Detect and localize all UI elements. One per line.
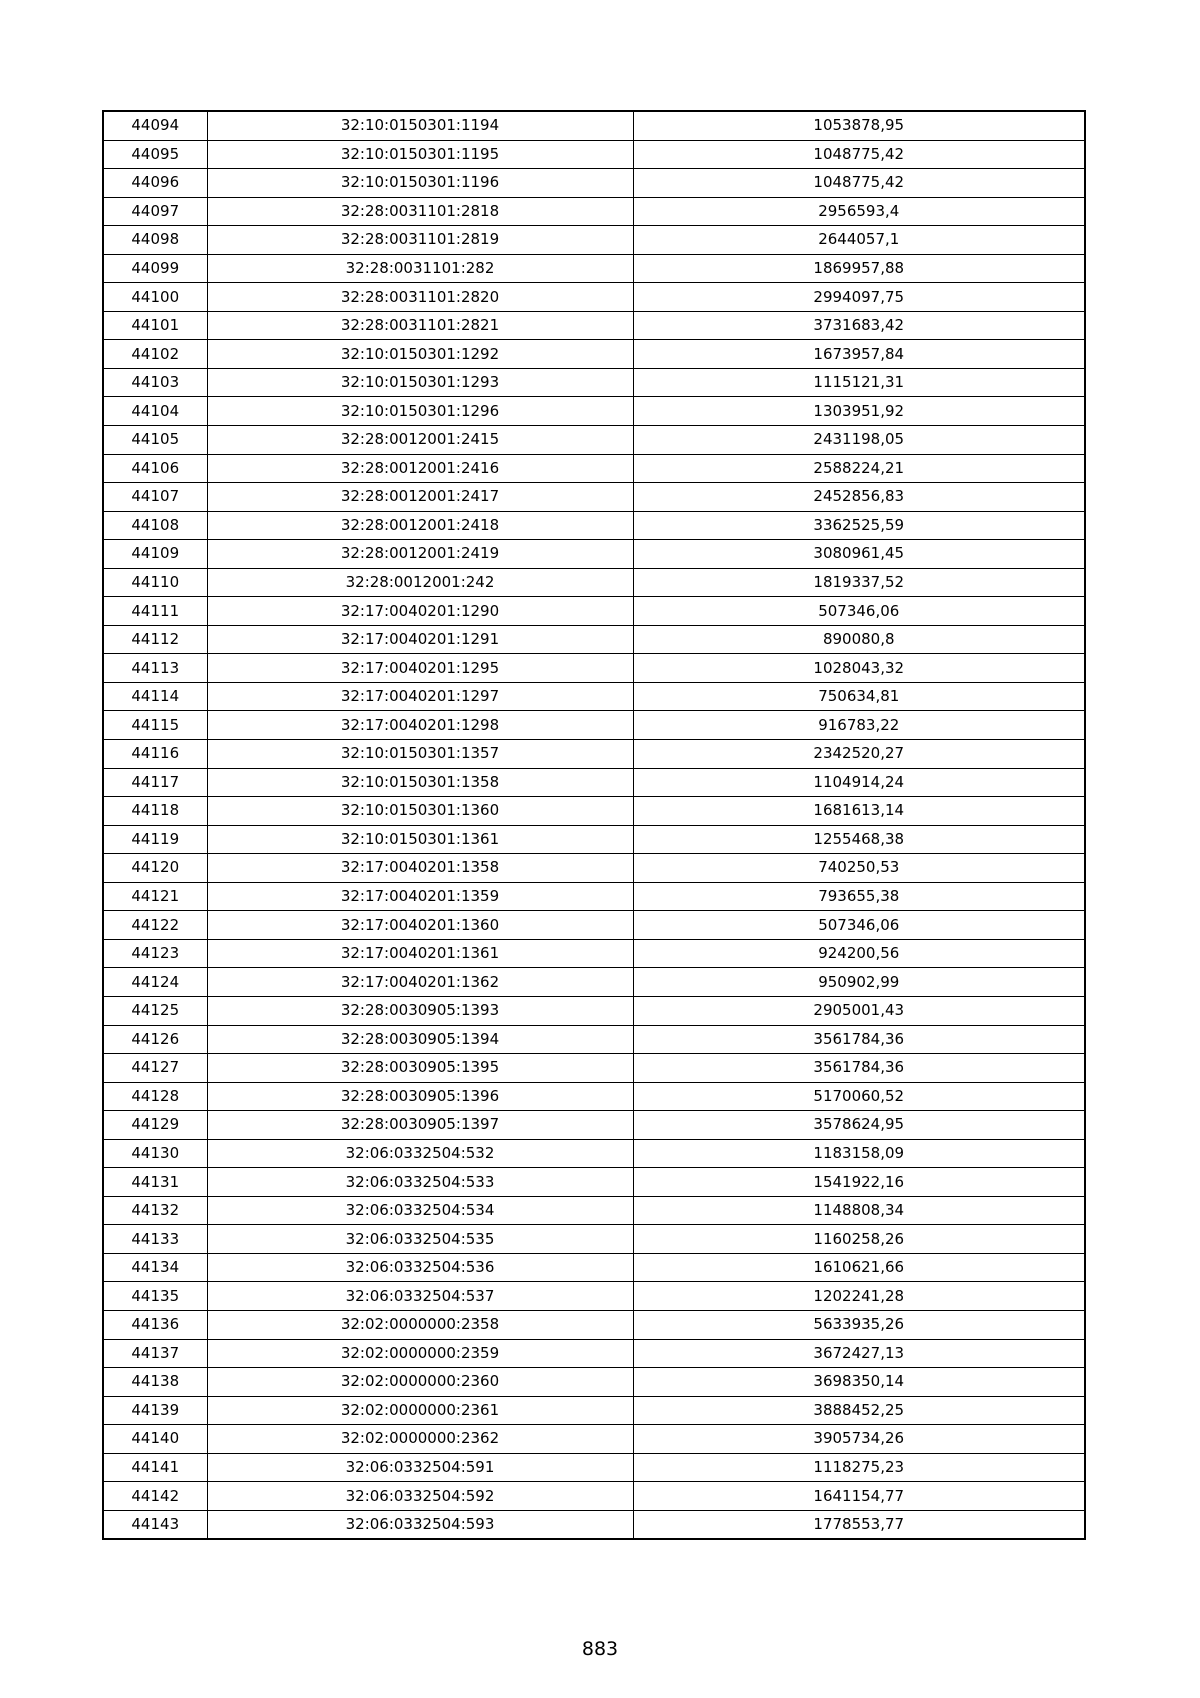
cadastral-value-cell: 1028043,32 (633, 654, 1085, 683)
row-number-cell: 44100 (103, 283, 207, 312)
cadastral-value-cell: 3080961,45 (633, 540, 1085, 569)
cadastral-number-cell: 32:02:0000000:2360 (207, 1368, 633, 1397)
cadastral-number-cell: 32:06:0332504:593 (207, 1510, 633, 1539)
cadastral-value-cell: 1183158,09 (633, 1139, 1085, 1168)
cadastral-value-cell: 1819337,52 (633, 568, 1085, 597)
table-row (103, 454, 1085, 483)
cadastral-number-cell: 32:28:0030905:1393 (207, 996, 633, 1025)
cadastral-number-cell: 32:28:0030905:1394 (207, 1025, 633, 1054)
cadastral-value-cell: 2342520,27 (633, 740, 1085, 769)
row-number-cell: 44108 (103, 511, 207, 540)
row-number-cell: 44138 (103, 1368, 207, 1397)
table-row (103, 1396, 1085, 1425)
row-number-cell: 44099 (103, 254, 207, 283)
cadastral-number-cell: 32:02:0000000:2361 (207, 1396, 633, 1425)
cadastral-value-cell: 5633935,26 (633, 1310, 1085, 1339)
row-number-cell: 44140 (103, 1425, 207, 1454)
table-row (103, 226, 1085, 255)
table-row (103, 625, 1085, 654)
table-row (103, 1368, 1085, 1397)
cadastral-number-cell: 32:06:0332504:532 (207, 1139, 633, 1168)
row-number-cell: 44130 (103, 1139, 207, 1168)
row-number-cell: 44124 (103, 968, 207, 997)
cadastral-number-cell: 32:28:0031101:2818 (207, 197, 633, 226)
cadastral-number-cell: 32:28:0031101:2819 (207, 226, 633, 255)
cadastral-number-cell: 32:28:0030905:1396 (207, 1082, 633, 1111)
table-row (103, 1139, 1085, 1168)
row-number-cell: 44107 (103, 483, 207, 512)
row-number-cell: 44122 (103, 911, 207, 940)
row-number-cell: 44094 (103, 111, 207, 140)
row-number-cell: 44127 (103, 1054, 207, 1083)
table-row (103, 740, 1085, 769)
table-row (103, 682, 1085, 711)
cadastral-number-cell: 32:10:0150301:1292 (207, 340, 633, 369)
cadastral-number-cell: 32:02:0000000:2359 (207, 1339, 633, 1368)
table-row (103, 654, 1085, 683)
table-row (103, 911, 1085, 940)
table-row (103, 511, 1085, 540)
cadastral-value-cell: 1118275,23 (633, 1453, 1085, 1482)
cadastral-value-cell: 916783,22 (633, 711, 1085, 740)
row-number-cell: 44111 (103, 597, 207, 626)
row-number-cell: 44119 (103, 825, 207, 854)
cadastral-number-cell: 32:28:0012001:2417 (207, 483, 633, 512)
row-number-cell: 44117 (103, 768, 207, 797)
row-number-cell: 44121 (103, 882, 207, 911)
row-number-cell: 44120 (103, 854, 207, 883)
cadastral-value-cell: 1048775,42 (633, 140, 1085, 169)
table-row (103, 368, 1085, 397)
table-row (103, 283, 1085, 312)
table-row (103, 197, 1085, 226)
cadastral-number-cell: 32:06:0332504:537 (207, 1282, 633, 1311)
cadastral-value-cell: 3698350,14 (633, 1368, 1085, 1397)
cadastral-number-cell: 32:17:0040201:1360 (207, 911, 633, 940)
cadastral-value-cell: 1778553,77 (633, 1510, 1085, 1539)
cadastral-value-cell: 1160258,26 (633, 1225, 1085, 1254)
cadastral-number-cell: 32:10:0150301:1358 (207, 768, 633, 797)
cadastral-number-cell: 32:06:0332504:534 (207, 1196, 633, 1225)
table-row (103, 1482, 1085, 1511)
cadastral-number-cell: 32:17:0040201:1297 (207, 682, 633, 711)
cadastral-value-cell: 2994097,75 (633, 283, 1085, 312)
cadastral-value-cell: 1303951,92 (633, 397, 1085, 426)
table-row (103, 882, 1085, 911)
row-number-cell: 44143 (103, 1510, 207, 1539)
table-row (103, 825, 1085, 854)
cadastral-number-cell: 32:28:0012001:2418 (207, 511, 633, 540)
row-number-cell: 44129 (103, 1111, 207, 1140)
cadastral-value-cell: 950902,99 (633, 968, 1085, 997)
table-row (103, 939, 1085, 968)
table-row (103, 854, 1085, 883)
row-number-cell: 44131 (103, 1168, 207, 1197)
cadastral-value-cell: 750634,81 (633, 682, 1085, 711)
table-row (103, 1196, 1085, 1225)
table-body (103, 111, 1085, 1539)
cadastral-value-cell: 2452856,83 (633, 483, 1085, 512)
row-number-cell: 44126 (103, 1025, 207, 1054)
cadastral-value-cell: 793655,38 (633, 882, 1085, 911)
cadastral-value-cell: 890080,8 (633, 625, 1085, 654)
cadastral-value-cell: 3578624,95 (633, 1111, 1085, 1140)
cadastral-number-cell: 32:28:0031101:2821 (207, 311, 633, 340)
cadastral-value-cell: 1255468,38 (633, 825, 1085, 854)
row-number-cell: 44137 (103, 1339, 207, 1368)
cadastral-number-cell: 32:28:0031101:282 (207, 254, 633, 283)
cadastral-number-cell: 32:28:0030905:1395 (207, 1054, 633, 1083)
row-number-cell: 44105 (103, 426, 207, 455)
table-row (103, 254, 1085, 283)
cadastral-value-cell: 3672427,13 (633, 1339, 1085, 1368)
table-row (103, 140, 1085, 169)
cadastral-number-cell: 32:17:0040201:1295 (207, 654, 633, 683)
row-number-cell: 44115 (103, 711, 207, 740)
row-number-cell: 44132 (103, 1196, 207, 1225)
cadastral-value-cell: 507346,06 (633, 911, 1085, 940)
cadastral-number-cell: 32:02:0000000:2358 (207, 1310, 633, 1339)
cadastral-value-cell: 3561784,36 (633, 1025, 1085, 1054)
table-row (103, 768, 1085, 797)
cadastral-number-cell: 32:10:0150301:1194 (207, 111, 633, 140)
cadastral-number-cell: 32:28:0030905:1397 (207, 1111, 633, 1140)
cadastral-value-cell: 2905001,43 (633, 996, 1085, 1025)
row-number-cell: 44113 (103, 654, 207, 683)
cadastral-value-cell: 740250,53 (633, 854, 1085, 883)
cadastral-number-cell: 32:28:0012001:2419 (207, 540, 633, 569)
table-row (103, 340, 1085, 369)
cadastral-value-cell: 1673957,84 (633, 340, 1085, 369)
row-number-cell: 44134 (103, 1253, 207, 1282)
cadastral-number-cell: 32:28:0012001:2416 (207, 454, 633, 483)
row-number-cell: 44095 (103, 140, 207, 169)
cadastral-value-cell: 924200,56 (633, 939, 1085, 968)
cadastral-number-cell: 32:10:0150301:1361 (207, 825, 633, 854)
page-number: 883 (581, 1638, 619, 1660)
table-row (103, 1054, 1085, 1083)
cadastral-number-cell: 32:06:0332504:592 (207, 1482, 633, 1511)
table-row (103, 1339, 1085, 1368)
cadastral-number-cell: 32:28:0012001:2415 (207, 426, 633, 455)
row-number-cell: 44133 (103, 1225, 207, 1254)
cadastral-number-cell: 32:06:0332504:535 (207, 1225, 633, 1254)
cadastral-number-cell: 32:06:0332504:536 (207, 1253, 633, 1282)
cadastral-value-cell: 1641154,77 (633, 1482, 1085, 1511)
cadastral-value-cell: 1681613,14 (633, 797, 1085, 826)
table-row (103, 311, 1085, 340)
row-number-cell: 44109 (103, 540, 207, 569)
table-row (103, 426, 1085, 455)
table-row (103, 111, 1085, 140)
cadastral-number-cell: 32:17:0040201:1291 (207, 625, 633, 654)
table-row (103, 169, 1085, 198)
table-row (103, 1310, 1085, 1339)
cadastral-number-cell: 32:17:0040201:1359 (207, 882, 633, 911)
table-row (103, 1025, 1085, 1054)
cadastral-number-cell: 32:02:0000000:2362 (207, 1425, 633, 1454)
table-row (103, 1225, 1085, 1254)
table-row (103, 1168, 1085, 1197)
cadastral-number-cell: 32:17:0040201:1361 (207, 939, 633, 968)
cadastral-value-cell: 3731683,42 (633, 311, 1085, 340)
table-row (103, 1453, 1085, 1482)
cadastral-value-cell: 2644057,1 (633, 226, 1085, 255)
table-row (103, 1253, 1085, 1282)
table-row (103, 797, 1085, 826)
table-row (103, 1425, 1085, 1454)
cadastral-value-cell: 3905734,26 (633, 1425, 1085, 1454)
table-row (103, 540, 1085, 569)
row-number-cell: 44103 (103, 368, 207, 397)
table-row (103, 968, 1085, 997)
cadastral-value-table (102, 110, 1086, 1540)
cadastral-value-cell: 1053878,95 (633, 111, 1085, 140)
row-number-cell: 44135 (103, 1282, 207, 1311)
cadastral-value-cell: 1104914,24 (633, 768, 1085, 797)
row-number-cell: 44102 (103, 340, 207, 369)
row-number-cell: 44112 (103, 625, 207, 654)
row-number-cell: 44136 (103, 1310, 207, 1339)
row-number-cell: 44125 (103, 996, 207, 1025)
row-number-cell: 44097 (103, 197, 207, 226)
cadastral-number-cell: 32:06:0332504:591 (207, 1453, 633, 1482)
table-row (103, 483, 1085, 512)
cadastral-value-cell: 1541922,16 (633, 1168, 1085, 1197)
cadastral-number-cell: 32:10:0150301:1296 (207, 397, 633, 426)
cadastral-number-cell: 32:17:0040201:1290 (207, 597, 633, 626)
table-row (103, 1282, 1085, 1311)
row-number-cell: 44104 (103, 397, 207, 426)
cadastral-value-cell: 2588224,21 (633, 454, 1085, 483)
cadastral-number-cell: 32:17:0040201:1362 (207, 968, 633, 997)
row-number-cell: 44110 (103, 568, 207, 597)
row-number-cell: 44098 (103, 226, 207, 255)
cadastral-value-cell: 2956593,4 (633, 197, 1085, 226)
table-row (103, 568, 1085, 597)
cadastral-value-cell: 1148808,34 (633, 1196, 1085, 1225)
cadastral-number-cell: 32:06:0332504:533 (207, 1168, 633, 1197)
row-number-cell: 44128 (103, 1082, 207, 1111)
cadastral-value-cell: 1202241,28 (633, 1282, 1085, 1311)
row-number-cell: 44141 (103, 1453, 207, 1482)
cadastral-number-cell: 32:28:0031101:2820 (207, 283, 633, 312)
cadastral-number-cell: 32:17:0040201:1298 (207, 711, 633, 740)
table-row (103, 996, 1085, 1025)
row-number-cell: 44118 (103, 797, 207, 826)
cadastral-number-cell: 32:17:0040201:1358 (207, 854, 633, 883)
cadastral-number-cell: 32:10:0150301:1196 (207, 169, 633, 198)
cadastral-number-cell: 32:10:0150301:1293 (207, 368, 633, 397)
cadastral-number-cell: 32:10:0150301:1195 (207, 140, 633, 169)
row-number-cell: 44106 (103, 454, 207, 483)
row-number-cell: 44142 (103, 1482, 207, 1511)
cadastral-value-cell: 3888452,25 (633, 1396, 1085, 1425)
cadastral-value-cell: 1869957,88 (633, 254, 1085, 283)
table-row (103, 711, 1085, 740)
row-number-cell: 44101 (103, 311, 207, 340)
table-row (103, 1111, 1085, 1140)
cadastral-value-cell: 3362525,59 (633, 511, 1085, 540)
table-row (103, 1082, 1085, 1111)
cadastral-number-cell: 32:10:0150301:1360 (207, 797, 633, 826)
cadastral-number-cell: 32:28:0012001:242 (207, 568, 633, 597)
row-number-cell: 44114 (103, 682, 207, 711)
cadastral-value-cell: 1610621,66 (633, 1253, 1085, 1282)
cadastral-value-cell: 3561784,36 (633, 1054, 1085, 1083)
cadastral-value-cell: 5170060,52 (633, 1082, 1085, 1111)
row-number-cell: 44139 (103, 1396, 207, 1425)
table-row (103, 597, 1085, 626)
row-number-cell: 44123 (103, 939, 207, 968)
cadastral-value-cell: 2431198,05 (633, 426, 1085, 455)
cadastral-number-cell: 32:10:0150301:1357 (207, 740, 633, 769)
row-number-cell: 44096 (103, 169, 207, 198)
cadastral-value-cell: 1115121,31 (633, 368, 1085, 397)
row-number-cell: 44116 (103, 740, 207, 769)
table-row (103, 397, 1085, 426)
cadastral-value-cell: 1048775,42 (633, 169, 1085, 198)
table-row (103, 1510, 1085, 1539)
cadastral-value-cell: 507346,06 (633, 597, 1085, 626)
